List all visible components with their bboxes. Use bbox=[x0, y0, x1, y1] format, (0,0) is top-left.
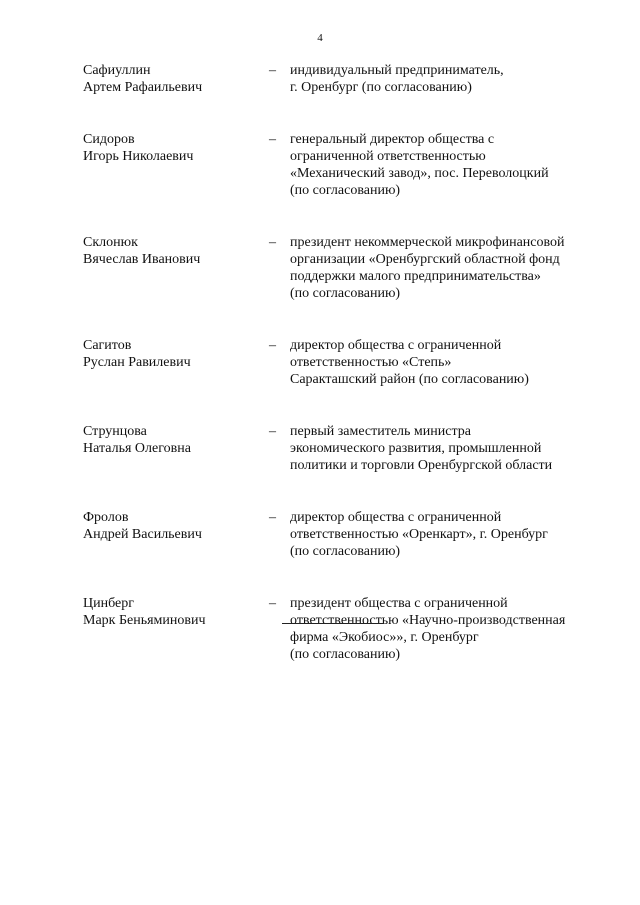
member-list bbox=[83, 62, 603, 698]
member-description-line: Саракташский район (по согласованию) bbox=[290, 372, 529, 387]
member-description-line: директор общества с ограниченной bbox=[290, 510, 502, 525]
member-description-line: директор общества с ограниченной bbox=[290, 338, 502, 353]
member-name-line: Марк Беньяминович bbox=[83, 613, 206, 628]
member-description bbox=[290, 595, 603, 663]
member-description-line: г. Оренбург (по согласованию) bbox=[290, 80, 472, 95]
member-name bbox=[83, 423, 253, 457]
member-dash: – bbox=[269, 235, 276, 250]
member-description-line: индивидуальный предприниматель, bbox=[290, 63, 504, 78]
member-description-line: «Механический завод», пос. Переволоцкий bbox=[290, 166, 549, 181]
member-entry bbox=[83, 131, 603, 199]
member-name-line: Игорь Николаевич bbox=[83, 149, 194, 164]
member-description-line: первый заместитель министра bbox=[290, 424, 471, 439]
member-description-line: генеральный директор общества с bbox=[290, 132, 495, 147]
member-name-line: Цинберг bbox=[83, 596, 134, 611]
member-name bbox=[83, 337, 253, 371]
member-name-line: Руслан Равилевич bbox=[83, 355, 191, 370]
member-dash: – bbox=[269, 132, 276, 147]
member-name-line: Склонюк bbox=[83, 235, 138, 250]
member-name bbox=[83, 131, 253, 165]
member-entry bbox=[83, 337, 603, 388]
member-entry bbox=[83, 595, 603, 663]
page-number: 4 bbox=[317, 32, 323, 44]
member-entry bbox=[83, 62, 603, 96]
member-description-line: президент общества с ограниченной bbox=[290, 596, 508, 611]
member-name-line: Артем Рафаильевич bbox=[83, 80, 203, 95]
member-description-line: (по согласованию) bbox=[290, 647, 401, 662]
member-entry bbox=[83, 234, 603, 302]
member-description-line: президент некоммерческой микрофинансовой bbox=[290, 235, 565, 250]
member-name-line: Сафиуллин bbox=[83, 63, 151, 78]
member-name-line: Фролов bbox=[83, 510, 129, 525]
member-description-line: ответственностью «Оренкарт», г. Оренбург bbox=[290, 527, 548, 542]
member-name bbox=[83, 62, 253, 96]
member-description-line: ответственностью «Степь» bbox=[290, 355, 452, 370]
member-dash: – bbox=[269, 596, 276, 611]
member-entry bbox=[83, 509, 603, 560]
member-description bbox=[290, 234, 603, 302]
member-description bbox=[290, 509, 603, 560]
member-description-line: (по согласованию) bbox=[290, 286, 401, 301]
member-description-line: организации «Оренбургский областной фонд bbox=[290, 252, 560, 267]
member-dash: – bbox=[269, 510, 276, 525]
member-name-line: Андрей Васильевич bbox=[83, 527, 202, 542]
member-description-line: поддержки малого предпринимательства» bbox=[290, 269, 541, 284]
member-description bbox=[290, 337, 603, 388]
member-description bbox=[290, 423, 603, 474]
member-dash: – bbox=[269, 338, 276, 353]
member-dash: – bbox=[269, 424, 276, 439]
member-description-line: (по согласованию) bbox=[290, 544, 401, 559]
member-entry bbox=[83, 423, 603, 474]
member-description-line: ограниченной ответственностью bbox=[290, 149, 486, 164]
member-name-line: Сагитов bbox=[83, 338, 132, 353]
member-description-line: политики и торговли Оренбургской области bbox=[290, 458, 553, 473]
member-name bbox=[83, 234, 253, 268]
member-description-line: (по согласованию) bbox=[290, 183, 401, 198]
member-name bbox=[83, 595, 253, 629]
member-description-line: экономического развития, промышленной bbox=[290, 441, 542, 456]
member-name-line: Наталья Олеговна bbox=[83, 441, 191, 456]
end-divider bbox=[282, 623, 384, 624]
member-name-line: Струнцова bbox=[83, 424, 147, 439]
member-description bbox=[290, 62, 603, 96]
member-dash: – bbox=[269, 63, 276, 78]
member-name bbox=[83, 509, 253, 543]
member-description-line: фирма «Экобиос»», г. Оренбург bbox=[290, 630, 479, 645]
member-name-line: Сидоров bbox=[83, 132, 135, 147]
member-description-line: ответственностью «Научно-производственная bbox=[290, 613, 566, 628]
member-description bbox=[290, 131, 603, 199]
member-name-line: Вячеслав Иванович bbox=[83, 252, 201, 267]
